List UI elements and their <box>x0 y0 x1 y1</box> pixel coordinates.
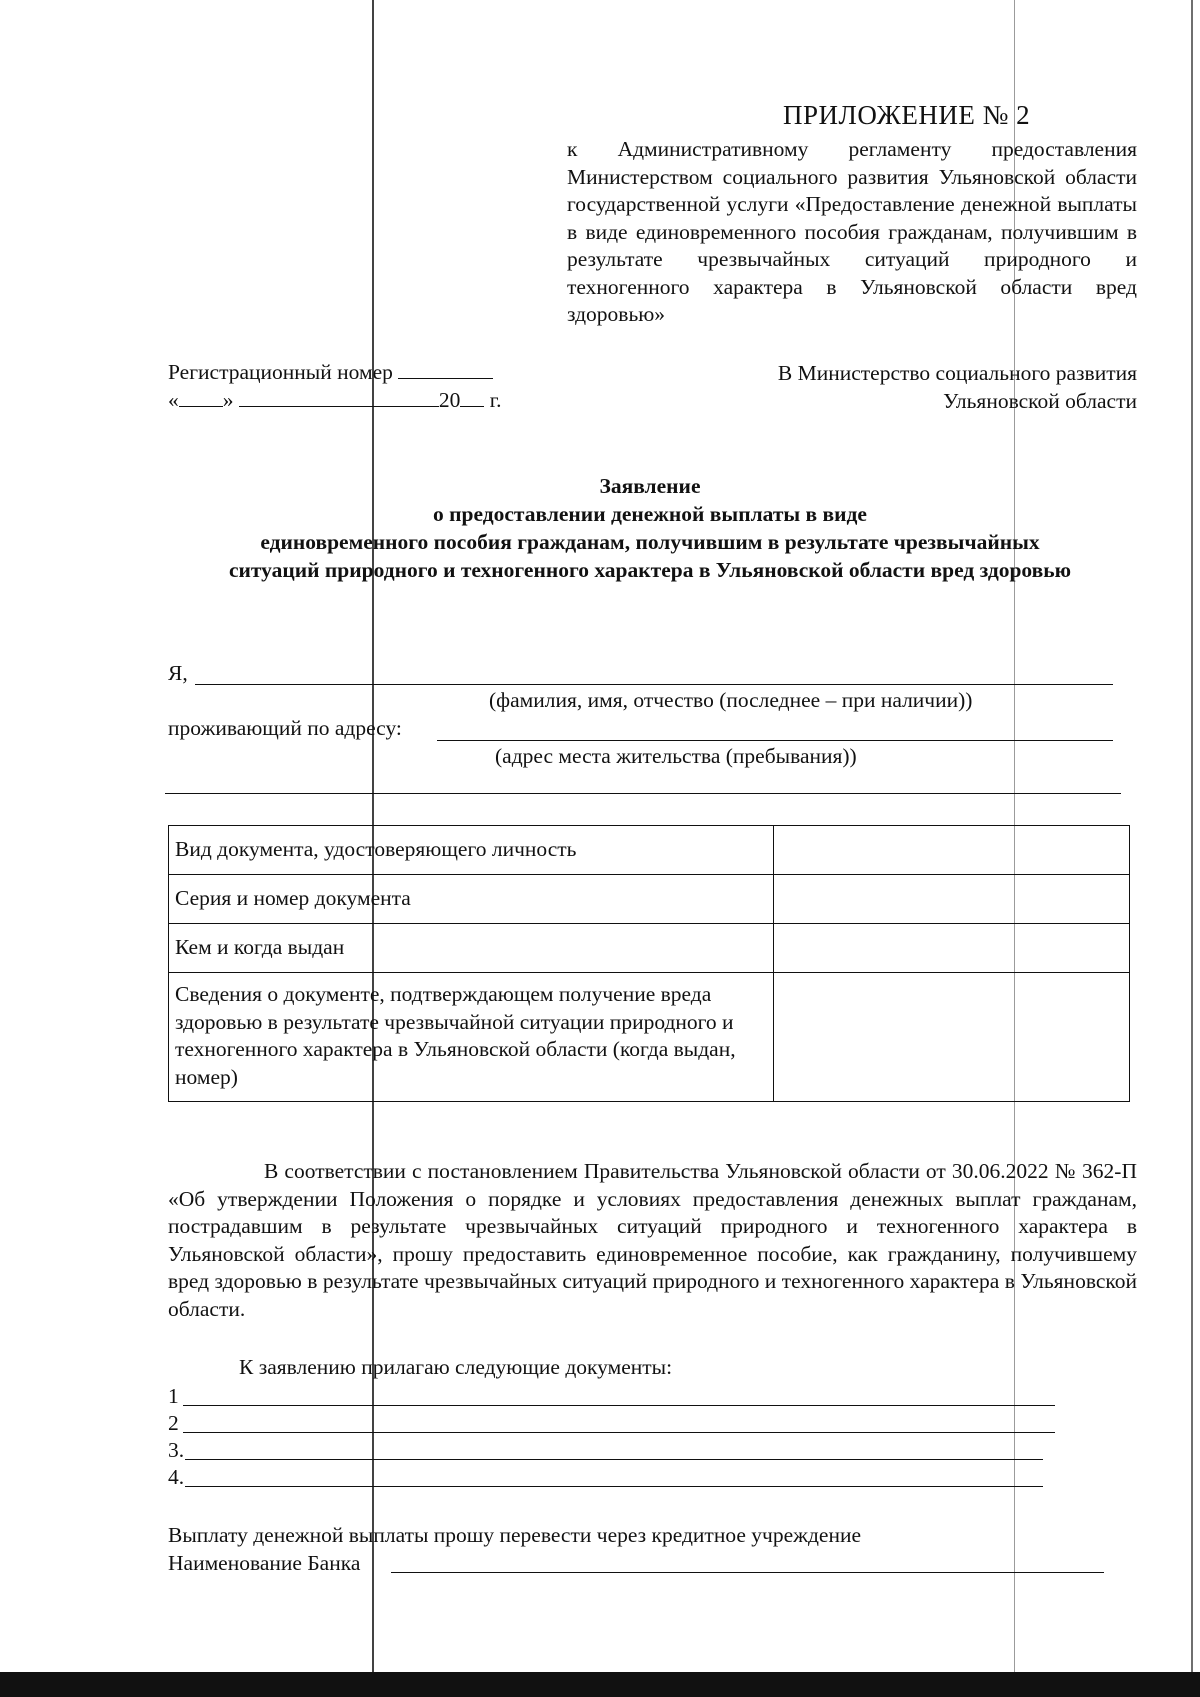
recipient-line-2: Ульяновской области <box>943 388 1137 413</box>
address-field[interactable] <box>437 740 1113 741</box>
registration-number <box>168 360 493 385</box>
applicant-i-label: Я, <box>168 661 188 685</box>
application-heading <box>140 472 1160 584</box>
date-close-quote: » <box>222 388 234 412</box>
address-label: проживающий по адресу: <box>168 716 402 740</box>
table-row-label: Серия и номер документа <box>169 875 774 924</box>
identity-document-table <box>168 825 1130 1102</box>
date-open-quote: « <box>168 388 179 412</box>
table-row-label: Сведения о документе, подтверждающем получение вреда здоровью в результате чрезвычайной ситуации природного и техногенного характера в Ульяновской области (когда выдан, номер) <box>169 973 774 1102</box>
registration-number-field[interactable] <box>398 361 493 379</box>
recipient-block <box>700 360 1137 415</box>
address-caption: (адрес места жительства (пребывания)) <box>495 744 857 768</box>
table-row-label: Вид документа, удостоверяющего личность <box>169 826 774 875</box>
table-row <box>169 826 1130 875</box>
scan-artifact-line <box>1191 0 1193 1697</box>
consent-paragraph: В соответствии с постановлением Правительства Ульяновской области от 30.06.2022 № 362-П «Об утверждении Положения о порядке и условиях предоставления денежных выплат гражданам, пострадавшим в результате чрезвычайных ситуаций природного и техногенного характера в Ульяновской области», прошу предоставить единовременное пособие, как гражданину, получившему вред здоровью в результате чрезвычайных ситуаций природного и техногенного характера в Ульяновской области. <box>168 1159 1137 1321</box>
attachment-1-field[interactable] <box>183 1405 1055 1406</box>
recipient-line-1: В Министерство социального развития <box>777 361 1137 385</box>
registration-date <box>168 388 502 413</box>
date-year-suffix: г. <box>489 388 502 412</box>
scan-bottom-edge <box>0 1672 1200 1697</box>
attachment-number: 2 <box>168 1411 179 1435</box>
table-row <box>169 973 1130 1102</box>
table-row-label: Кем и когда выдан <box>169 924 774 973</box>
appendix-description: к Административному регламенту предоставления Министерством социального развития Ульяновской области государственной услуги «Предоставление денежной выплаты в виде единовременного пособия гражданам, получившим в результате чрезвычайных ситуаций природного и техногенного характера в Ульяновской области вред здоровью» <box>567 137 1137 326</box>
date-month-field[interactable] <box>239 389 439 407</box>
attachment-3-field[interactable] <box>185 1459 1043 1460</box>
applicant-name-field[interactable] <box>195 684 1113 685</box>
date-year-prefix: 20 <box>438 388 461 412</box>
table-row-value-field[interactable] <box>774 924 1130 973</box>
address-field-continued[interactable] <box>165 793 1121 794</box>
payment-transfer-text: Выплату денежной выплаты прошу перевести через кредитное учреждение <box>168 1523 862 1547</box>
table-row-value-field[interactable] <box>774 973 1130 1102</box>
heading-line-2: о предоставлении денежной выплаты в виде <box>433 502 867 526</box>
heading-line-1: Заявление <box>599 474 701 498</box>
attachments-intro: К заявлению прилагаю следующие документы: <box>239 1355 673 1379</box>
table-row <box>169 875 1130 924</box>
date-year-field[interactable] <box>460 389 484 407</box>
applicant-name-caption: (фамилия, имя, отчество (последнее – при наличии)) <box>489 688 973 712</box>
table-row-value-field[interactable] <box>774 826 1130 875</box>
registration-number-label: Регистрационный номер <box>168 360 393 384</box>
appendix-title: ПРИЛОЖЕНИЕ № 2 <box>783 100 1031 130</box>
attachment-number: 3. <box>168 1438 185 1462</box>
bank-name-field[interactable] <box>391 1572 1104 1573</box>
attachment-2-field[interactable] <box>183 1432 1055 1433</box>
attachment-number: 1 <box>168 1384 179 1408</box>
bank-name-label: Наименование Банка <box>168 1551 361 1575</box>
table-row-value-field[interactable] <box>774 875 1130 924</box>
attachment-4-field[interactable] <box>185 1486 1043 1487</box>
date-day-field[interactable] <box>179 389 223 407</box>
heading-line-3: единовременного пособия гражданам, получившим в результате чрезвычайных <box>260 530 1040 554</box>
table-row <box>169 924 1130 973</box>
heading-line-4: ситуаций природного и техногенного характера в Ульяновской области вред здоровью <box>228 558 1072 582</box>
attachment-number: 4. <box>168 1465 185 1489</box>
